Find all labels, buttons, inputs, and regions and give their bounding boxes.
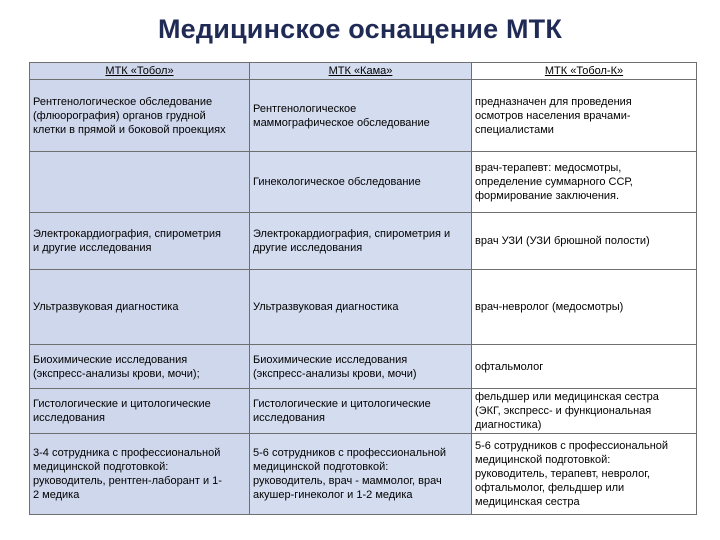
table-row	[30, 389, 697, 434]
table-cell: офтальмолог	[472, 345, 697, 389]
table-row	[30, 270, 697, 345]
header-mtk-tobol: МТК «Тобол»	[30, 63, 250, 80]
header-mtk-kama: МТК «Кама»	[250, 63, 472, 80]
table-cell: Ультразвуковая диагностика	[250, 270, 472, 345]
table-cell: Рентгенологическое маммографическое обследование	[250, 80, 472, 152]
slide-title: Медицинское оснащение МТК	[157, 14, 563, 44]
table-row	[30, 152, 697, 213]
equipment-table-container	[29, 62, 696, 515]
table-cell: 5-6 сотрудников с профессиональной медицинской подготовкой: руководитель, врач - маммолог, врач акушер-гинеколог и 1-2 медика	[250, 434, 472, 515]
table-cell: врач УЗИ (УЗИ брюшной полости)	[472, 213, 697, 270]
table-cell: Рентгенологическое обследование (флюорография) органов грудной клетки в прямой и боковой проекциях	[30, 80, 250, 152]
table-cell: врач-невролог (медосмотры)	[472, 270, 697, 345]
table-row	[30, 345, 697, 389]
table-row	[30, 213, 697, 270]
table-cell: Электрокардиография, спирометрия и другие исследования	[30, 213, 250, 270]
table-cell: Ультразвуковая диагностика	[30, 270, 250, 345]
table-cell: Электрокардиография, спирометрия и другие исследования	[250, 213, 472, 270]
table-cell	[30, 152, 250, 213]
header-mtk-tobol-k: МТК «Тобол-К»	[472, 63, 697, 80]
table-row	[30, 80, 697, 152]
table-row	[30, 434, 697, 515]
table-cell: Биохимические исследования (экспресс-анализы крови, мочи);	[30, 345, 250, 389]
table-cell: 5-6 сотрудников с профессиональной медицинской подготовкой: руководитель, терапевт, невролог, офтальмолог, фельдшер или медицинская сестра	[472, 434, 697, 515]
table-cell: Гистологические и цитологические исследования	[30, 389, 250, 434]
table-cell: врач-терапевт: медосмотры, определение суммарного ССР, формирование заключения.	[472, 152, 697, 213]
table-header-row	[30, 63, 697, 80]
table-cell: Гинекологическое обследование	[250, 152, 472, 213]
table-cell: Гистологические и цитологические исследования	[250, 389, 472, 434]
table-cell: фельдшер или медицинская сестра (ЭКГ, экспресс- и функциональная диагностика)	[472, 389, 697, 434]
table-cell: 3-4 сотрудника с профессиональной медицинской подготовкой: руководитель, рентген-лаборант и 1- 2 медика	[30, 434, 250, 515]
table-cell: предназначен для проведения осмотров населения врачами- специалистами	[472, 80, 697, 152]
table-cell: Биохимические исследования (экспресс-анализы крови, мочи)	[250, 345, 472, 389]
equipment-table	[29, 62, 697, 515]
